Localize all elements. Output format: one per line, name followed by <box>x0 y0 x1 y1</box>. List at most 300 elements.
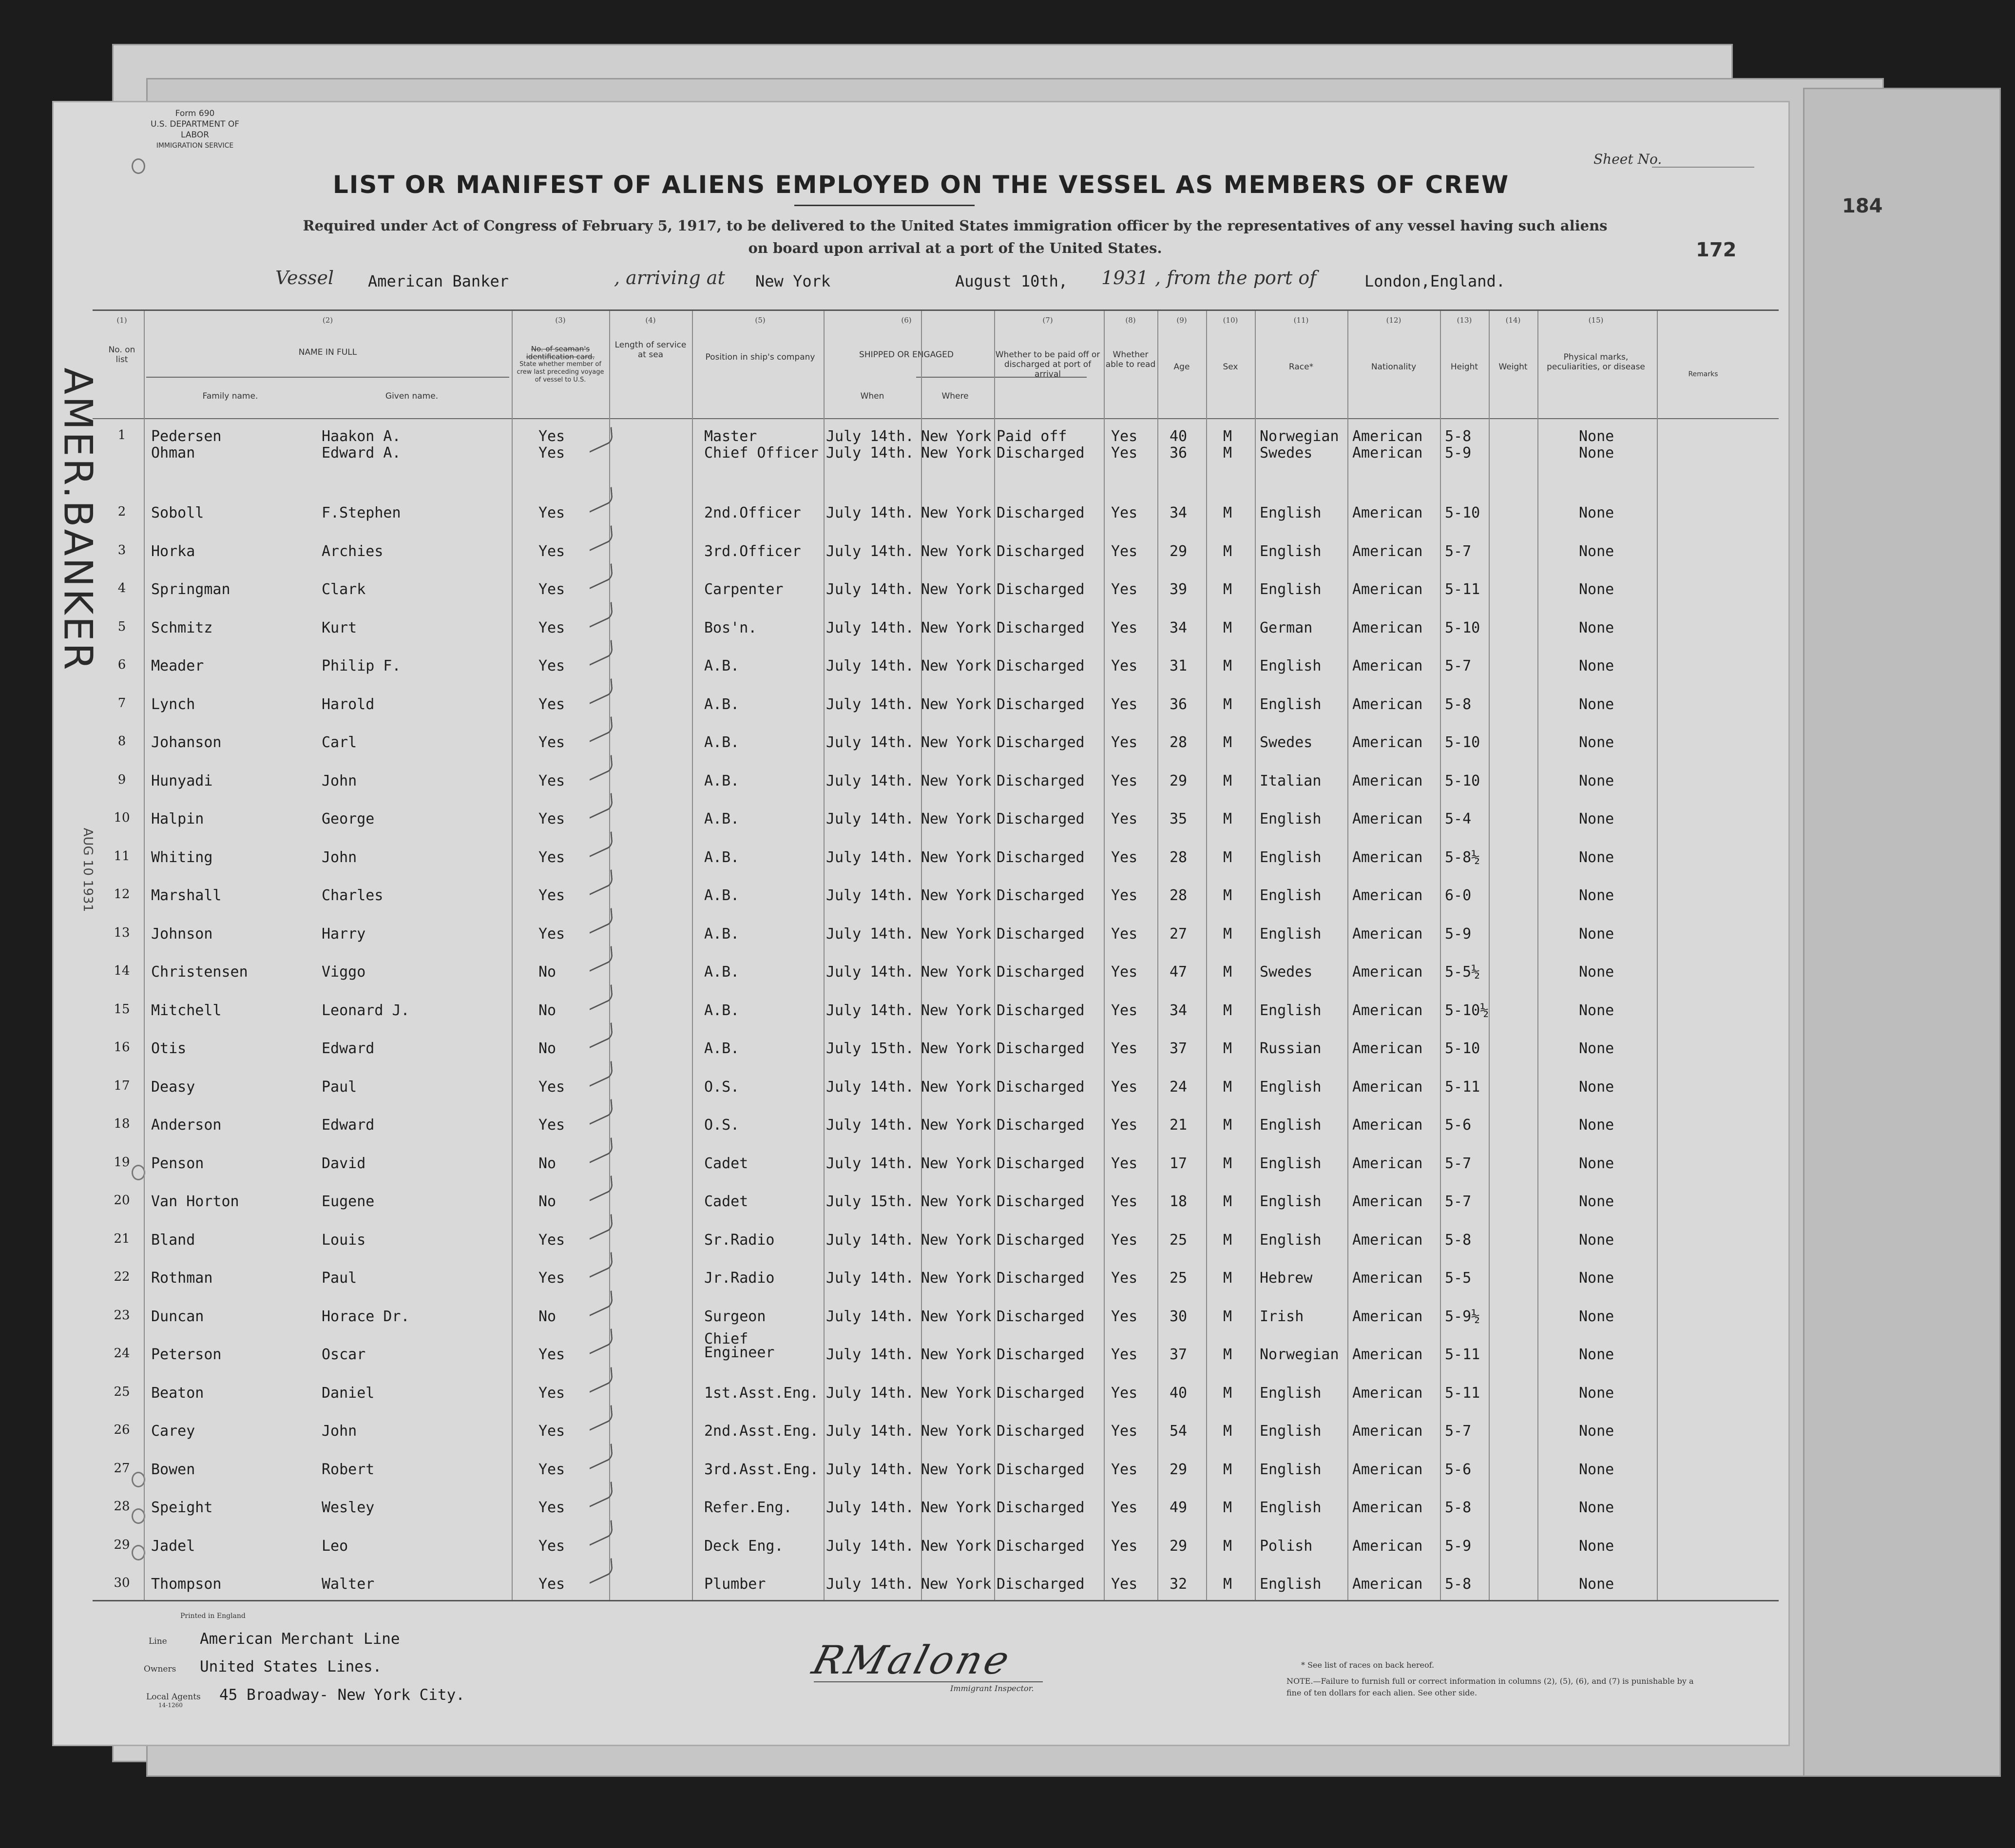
cell-given: Philip F. <box>322 657 401 674</box>
cell-family: Horka <box>151 542 195 560</box>
cell-paid: Discharged <box>997 1040 1085 1057</box>
cell-sex: M <box>1223 504 1232 521</box>
cell-read: Yes <box>1111 1078 1138 1096</box>
cell-when: July 14th. <box>826 1499 914 1516</box>
cell-given: Wesley <box>322 1499 375 1516</box>
service-name: IMMIGRATION SERVICE <box>156 142 234 150</box>
cell-height: 5-8 <box>1445 1576 1472 1593</box>
cell-sex: M <box>1223 1001 1232 1019</box>
cell-when: July 14th. <box>826 1078 914 1096</box>
cell-family: Anderson <box>151 1116 222 1134</box>
cell-given: Kurt <box>322 619 357 636</box>
cell-sex: M <box>1223 1384 1232 1402</box>
column-divider <box>1440 311 1441 1600</box>
cell-prev: Yes <box>538 810 565 828</box>
cell-age: 37 <box>1170 1346 1188 1363</box>
cell-nat: American <box>1352 1116 1423 1134</box>
cell-position: Surgeon <box>704 1308 766 1325</box>
cell-height: 5-8½ <box>1445 848 1480 866</box>
cell-no: 18 <box>114 1116 130 1131</box>
cell-nat: American <box>1352 963 1423 981</box>
cell-when: July 14th. <box>826 1231 914 1249</box>
cell-nat: American <box>1352 428 1423 445</box>
cell-sex: M <box>1223 1499 1232 1516</box>
cell-sex: M <box>1223 1078 1232 1096</box>
cell-age: 39 <box>1170 581 1188 598</box>
cell-paid: Discharged <box>997 1384 1085 1402</box>
colhead-age: Age <box>1173 362 1190 372</box>
cell-prev: No <box>538 1040 557 1057</box>
cell-read: Yes <box>1111 963 1138 981</box>
cell-marks: None <box>1579 1155 1614 1172</box>
cell-family: Van Horton <box>151 1193 239 1210</box>
cell-height: 5-10 <box>1445 1040 1480 1057</box>
cell-given: Paul <box>322 1270 357 1287</box>
cell-sex: M <box>1223 925 1232 943</box>
cell-family: Lynch <box>151 695 195 713</box>
cell-paid: Discharged <box>997 444 1085 462</box>
cell-when: July 14th. <box>826 428 914 445</box>
cell-when: July 14th. <box>826 1155 914 1172</box>
cell-paid: Discharged <box>997 1423 1085 1440</box>
cell-paid: Discharged <box>997 619 1085 636</box>
column-divider <box>1347 311 1348 1600</box>
colhead-shipped: SHIPPED OR ENGAGED <box>859 350 954 360</box>
cell-age: 40 <box>1170 1384 1188 1402</box>
colnum-13: (13) <box>1457 316 1472 325</box>
colhead-id-card <box>514 345 607 384</box>
cell-paid: Discharged <box>997 1346 1085 1363</box>
cell-age: 18 <box>1170 1193 1188 1210</box>
cell-height: 5-9 <box>1445 1537 1472 1555</box>
cell-race: Polish <box>1260 1537 1313 1555</box>
cell-height: 5-8 <box>1445 695 1472 713</box>
cell-position: 3rd.Asst.Eng. <box>704 1461 819 1478</box>
colhead-nationality: Nationality <box>1371 362 1417 372</box>
cell-prev: No <box>538 963 557 981</box>
cell-sex: M <box>1223 963 1232 981</box>
cell-nat: American <box>1352 1040 1423 1057</box>
cell-height: 5-6 <box>1445 1461 1472 1478</box>
cell-race: English <box>1260 1576 1322 1593</box>
cell-family: Rothman <box>151 1270 213 1287</box>
cell-nat: American <box>1352 772 1423 789</box>
cell-position: A.B. <box>704 734 740 751</box>
arrival-year: 1931 <box>1101 267 1149 289</box>
agents-label: Local Agents <box>146 1692 201 1702</box>
cell-height: 5-7 <box>1445 657 1472 674</box>
cell-paid: Discharged <box>997 1231 1085 1249</box>
cell-nat: American <box>1352 1423 1423 1440</box>
cell-family: Ohman <box>151 444 195 462</box>
cell-marks: None <box>1579 925 1614 943</box>
agents-code: 14-1260 <box>158 1702 183 1709</box>
cell-prev: Yes <box>538 542 565 560</box>
cell-paid: Discharged <box>997 734 1085 751</box>
cell-no: 30 <box>114 1576 130 1590</box>
cell-race: Irish <box>1260 1308 1304 1325</box>
cell-prev: Yes <box>538 581 565 598</box>
owners-label: Owners <box>144 1664 176 1674</box>
cell-position: A.B. <box>704 810 740 828</box>
cell-height: 5-10½ <box>1445 1001 1489 1019</box>
column-divider <box>824 311 825 1600</box>
vessel-label: Vessel <box>275 267 334 289</box>
cell-paid: Discharged <box>997 695 1085 713</box>
column-divider <box>512 311 513 1600</box>
cell-sex: M <box>1223 1270 1232 1287</box>
cell-no: 13 <box>114 925 130 940</box>
cell-read: Yes <box>1111 734 1138 751</box>
cell-marks: None <box>1579 1461 1614 1478</box>
cell-nat: American <box>1352 925 1423 943</box>
cell-no: 12 <box>114 887 130 902</box>
subtitle-line2: on board upon arrival at a port of the United States. <box>748 240 1162 256</box>
cell-nat: American <box>1352 1537 1423 1555</box>
cell-where: New York <box>921 1308 992 1325</box>
cell-given: John <box>322 1423 357 1440</box>
cell-where: New York <box>921 1461 992 1478</box>
cell-race: English <box>1260 1155 1322 1172</box>
cell-sex: M <box>1223 1193 1232 1210</box>
cell-read: Yes <box>1111 925 1138 943</box>
cell-when: July 14th. <box>826 1537 914 1555</box>
cell-prev: Yes <box>538 887 565 904</box>
column-divider <box>1255 311 1256 1600</box>
cell-position: Deck Eng. <box>704 1537 784 1555</box>
cell-family: Springman <box>151 581 230 598</box>
cell-given: Robert <box>322 1461 375 1478</box>
cell-age: 29 <box>1170 542 1188 560</box>
cell-when: July 14th. <box>826 542 914 560</box>
cell-nat: American <box>1352 1346 1423 1363</box>
cell-nat: American <box>1352 887 1423 904</box>
cell-marks: None <box>1579 887 1614 904</box>
cell-sex: M <box>1223 1308 1232 1325</box>
cell-sex: M <box>1223 848 1232 866</box>
cell-marks: None <box>1579 1116 1614 1134</box>
cell-height: 5-9 <box>1445 925 1472 943</box>
cell-age: 49 <box>1170 1499 1188 1516</box>
cell-where: New York <box>921 695 992 713</box>
cell-race: English <box>1260 887 1322 904</box>
cell-race: English <box>1260 1384 1322 1402</box>
colhead-sex: Sex <box>1223 362 1238 372</box>
cell-given: F.Stephen <box>322 504 401 521</box>
cell-when: July 14th. <box>826 1576 914 1593</box>
cell-paid: Discharged <box>997 542 1085 560</box>
cell-race: Swedes <box>1260 734 1313 751</box>
cell-no: 29 <box>114 1537 130 1552</box>
colhead-remarks: Remarks <box>1688 370 1718 378</box>
cell-family: Jadel <box>151 1537 195 1555</box>
cell-paid: Discharged <box>997 657 1085 674</box>
cell-paid: Discharged <box>997 925 1085 943</box>
inspector-signature: RMalone <box>807 1637 1017 1683</box>
cell-given: Eugene <box>322 1193 375 1210</box>
cell-given: Walter <box>322 1576 375 1593</box>
cell-height: 5-10 <box>1445 734 1480 751</box>
cell-no: 27 <box>114 1461 130 1476</box>
cell-nat: American <box>1352 657 1423 674</box>
cell-given: Harry <box>322 925 366 943</box>
cell-marks: None <box>1579 542 1614 560</box>
side-stamp-date: AUG 10 1931 <box>80 828 95 912</box>
colhead-height: Height <box>1450 362 1478 372</box>
cell-sex: M <box>1223 657 1232 674</box>
cell-family: Johanson <box>151 734 222 751</box>
cell-marks: None <box>1579 1040 1614 1057</box>
cell-read: Yes <box>1111 1423 1138 1440</box>
cell-age: 36 <box>1170 444 1188 462</box>
cell-age: 34 <box>1170 504 1188 521</box>
cell-position: A.B. <box>704 772 740 789</box>
cell-height: 5-10 <box>1445 504 1480 521</box>
cell-given: Charles <box>322 887 384 904</box>
cell-paid: Discharged <box>997 810 1085 828</box>
cell-age: 47 <box>1170 963 1188 981</box>
cell-family: Otis <box>151 1040 187 1057</box>
cell-height: 5-7 <box>1445 542 1472 560</box>
cell-when: July 14th. <box>826 1270 914 1287</box>
penalty-note: NOTE.—Failure to furnish full or correct information in columns (2), (5), (6), and (7) is punishable by a fine of ten dollars for each alien. See other side. <box>1286 1676 1694 1697</box>
cell-position: 2nd.Asst.Eng. <box>704 1423 819 1440</box>
cell-family: Marshall <box>151 887 222 904</box>
manifest-page <box>54 102 1788 1745</box>
cell-given: Paul <box>322 1078 357 1096</box>
colnum-11: (11) <box>1293 316 1309 325</box>
cell-nat: American <box>1352 1231 1423 1249</box>
cell-where: New York <box>921 1231 992 1249</box>
cell-where: New York <box>921 1193 992 1210</box>
cell-no: 2 <box>117 504 126 519</box>
cell-no: 15 <box>114 1001 130 1017</box>
cell-race: German <box>1260 619 1313 636</box>
cell-nat: American <box>1352 542 1423 560</box>
cell-prev: Yes <box>538 734 565 751</box>
underlying-sheet <box>1803 88 2001 1777</box>
line-value: American Merchant Line <box>200 1630 400 1648</box>
sheet-number-label: Sheet No. <box>1593 151 1662 167</box>
cell-given: Oscar <box>322 1346 366 1363</box>
column-divider <box>1489 311 1490 1600</box>
side-stamp-vessel: AMER.BANKER <box>55 367 101 672</box>
cell-height: 5-11 <box>1445 1078 1480 1096</box>
cell-family: Peterson <box>151 1346 222 1363</box>
colnum-10: (10) <box>1223 316 1238 325</box>
cell-read: Yes <box>1111 581 1138 598</box>
cell-read: Yes <box>1111 848 1138 866</box>
cell-race: Russian <box>1260 1040 1322 1057</box>
cell-age: 37 <box>1170 1040 1188 1057</box>
cell-family: Penson <box>151 1155 204 1172</box>
cell-paid: Discharged <box>997 1308 1085 1325</box>
cell-height: 5-8 <box>1445 428 1472 445</box>
cell-given: John <box>322 848 357 866</box>
cell-paid: Discharged <box>997 963 1085 981</box>
cell-no: 4 <box>117 581 126 596</box>
cell-height: 5-11 <box>1445 1384 1480 1402</box>
cell-height: 5-7 <box>1445 1193 1472 1210</box>
cell-position: 1st.Asst.Eng. <box>704 1384 819 1402</box>
cell-read: Yes <box>1111 619 1138 636</box>
cell-nat: American <box>1352 1461 1423 1478</box>
cell-where: New York <box>921 1576 992 1593</box>
cell-where: New York <box>921 1423 992 1440</box>
cell-age: 31 <box>1170 657 1188 674</box>
cell-read: Yes <box>1111 1576 1138 1593</box>
cell-read: Yes <box>1111 657 1138 674</box>
cell-race: English <box>1260 657 1322 674</box>
cell-position: A.B. <box>704 963 740 981</box>
cell-read: Yes <box>1111 1384 1138 1402</box>
cell-when: July 14th. <box>826 657 914 674</box>
cell-marks: None <box>1579 1231 1614 1249</box>
cell-prev: Yes <box>538 428 565 445</box>
cell-read: Yes <box>1111 1461 1138 1478</box>
cell-where: New York <box>921 619 992 636</box>
cell-where: New York <box>921 542 992 560</box>
cell-paid: Paid off <box>997 428 1067 445</box>
cell-prev: Yes <box>538 848 565 866</box>
cell-height: 5-7 <box>1445 1155 1472 1172</box>
colhead-family: Family name. <box>202 391 258 401</box>
cell-when: July 14th. <box>826 504 914 521</box>
colnum-1: (1) <box>116 316 127 325</box>
cell-race: Swedes <box>1260 963 1313 981</box>
cell-height: 6-0 <box>1445 887 1472 904</box>
cell-nat: American <box>1352 810 1423 828</box>
cell-no: 14 <box>114 963 130 978</box>
cell-where: New York <box>921 1116 992 1134</box>
cell-no: 7 <box>117 695 126 711</box>
cell-height: 5-10 <box>1445 772 1480 789</box>
sheet-stamp-172: 172 <box>1696 239 1737 261</box>
cell-age: 35 <box>1170 810 1188 828</box>
cell-prev: Yes <box>538 925 565 943</box>
cell-no: 8 <box>117 734 126 749</box>
colnum-14: (14) <box>1505 316 1521 325</box>
cell-no: 10 <box>114 810 130 825</box>
colhead-given: Given name. <box>385 391 439 401</box>
cell-sex: M <box>1223 1116 1232 1134</box>
cell-paid: Discharged <box>997 1270 1085 1287</box>
colhead-position: Position in ship's company <box>705 352 815 362</box>
cell-prev: Yes <box>538 1423 565 1440</box>
cell-marks: None <box>1579 657 1614 674</box>
cell-height: 5-5½ <box>1445 963 1480 981</box>
cell-family: Mitchell <box>151 1001 222 1019</box>
cell-family: Soboll <box>151 504 204 521</box>
cell-position: A.B. <box>704 1040 740 1057</box>
cell-family: Deasy <box>151 1078 195 1096</box>
cell-read: Yes <box>1111 1040 1138 1057</box>
cell-age: 34 <box>1170 619 1188 636</box>
cell-where: New York <box>921 1346 992 1363</box>
arriving-label: , arriving at <box>614 267 725 289</box>
cell-read: Yes <box>1111 810 1138 828</box>
cell-marks: None <box>1579 1346 1614 1363</box>
cell-race: Swedes <box>1260 444 1313 462</box>
cell-prev: Yes <box>538 504 565 521</box>
cell-height: 5-11 <box>1445 1346 1480 1363</box>
voyage-line <box>54 263 1788 297</box>
cell-read: Yes <box>1111 1116 1138 1134</box>
cell-position: A.B. <box>704 925 740 943</box>
header-divider <box>93 418 1779 419</box>
column-divider <box>1104 311 1105 1600</box>
cell-given: Haakon A. <box>322 428 401 445</box>
cell-age: 34 <box>1170 1001 1188 1019</box>
cell-where: New York <box>921 887 992 904</box>
cell-no: 23 <box>114 1308 130 1323</box>
name-subheader-divider <box>146 377 509 378</box>
colhead-paid-off: Whether to be paid off or discharged at port of arrival <box>995 350 1100 379</box>
cell-marks: None <box>1579 1001 1614 1019</box>
colhead-race: Race* <box>1288 362 1314 372</box>
cell-sex: M <box>1223 1040 1232 1057</box>
cell-sex: M <box>1223 619 1232 636</box>
cell-age: 25 <box>1170 1231 1188 1249</box>
cell-age: 29 <box>1170 1461 1188 1478</box>
cell-marks: None <box>1579 444 1614 462</box>
cell-prev: No <box>538 1001 557 1019</box>
cell-given: Carl <box>322 734 357 751</box>
cell-race: English <box>1260 581 1322 598</box>
cell-position: A.B. <box>704 657 740 674</box>
cell-position: Sr.Radio <box>704 1231 775 1249</box>
subtitle-line1: Required under Act of Congress of February 5, 1917, to be delivered to the United States immigration officer by the representatives of any vessel having such aliens <box>303 217 1608 234</box>
cell-read: Yes <box>1111 1346 1138 1363</box>
cell-position: Carpenter <box>704 581 784 598</box>
cell-where: New York <box>921 1270 992 1287</box>
cell-where: New York <box>921 1499 992 1516</box>
cell-height: 5-5 <box>1445 1270 1472 1287</box>
cell-no: 16 <box>114 1040 130 1055</box>
cell-sex: M <box>1223 444 1232 462</box>
cell-nat: American <box>1352 1078 1423 1096</box>
crew-table <box>93 309 1779 1601</box>
page-title: LIST OR MANIFEST OF ALIENS EMPLOYED ON THE VESSEL AS MEMBERS OF CREW <box>332 171 1510 199</box>
agents-value: 45 Broadway- New York City. <box>219 1686 465 1704</box>
cell-read: Yes <box>1111 1499 1138 1516</box>
colhead-where: Where <box>941 391 969 401</box>
cell-nat: American <box>1352 848 1423 866</box>
colhead-able-read: Whether able to read <box>1105 350 1156 369</box>
from-port-label: , from the port of <box>1155 267 1317 289</box>
cell-sex: M <box>1223 1537 1232 1555</box>
cell-marks: None <box>1579 1423 1614 1440</box>
form-header <box>136 108 253 151</box>
colhead-no: No. on list <box>108 345 135 365</box>
cell-sex: M <box>1223 1346 1232 1363</box>
cell-height: 5-8 <box>1445 1231 1472 1249</box>
cell-prev: Yes <box>538 1078 565 1096</box>
cell-sex: M <box>1223 1155 1232 1172</box>
cell-no: 21 <box>114 1231 130 1246</box>
cell-race: English <box>1260 1116 1322 1134</box>
cell-sex: M <box>1223 810 1232 828</box>
cell-marks: None <box>1579 619 1614 636</box>
cell-position: Plumber <box>704 1576 766 1593</box>
cell-height: 5-11 <box>1445 581 1480 598</box>
sheet-number-line <box>1652 167 1754 168</box>
cell-position: A.B. <box>704 887 740 904</box>
arrival-date: August 10th, <box>955 272 1068 290</box>
column-divider <box>144 311 145 1600</box>
cell-sex: M <box>1223 1461 1232 1478</box>
cell-marks: None <box>1579 428 1614 445</box>
